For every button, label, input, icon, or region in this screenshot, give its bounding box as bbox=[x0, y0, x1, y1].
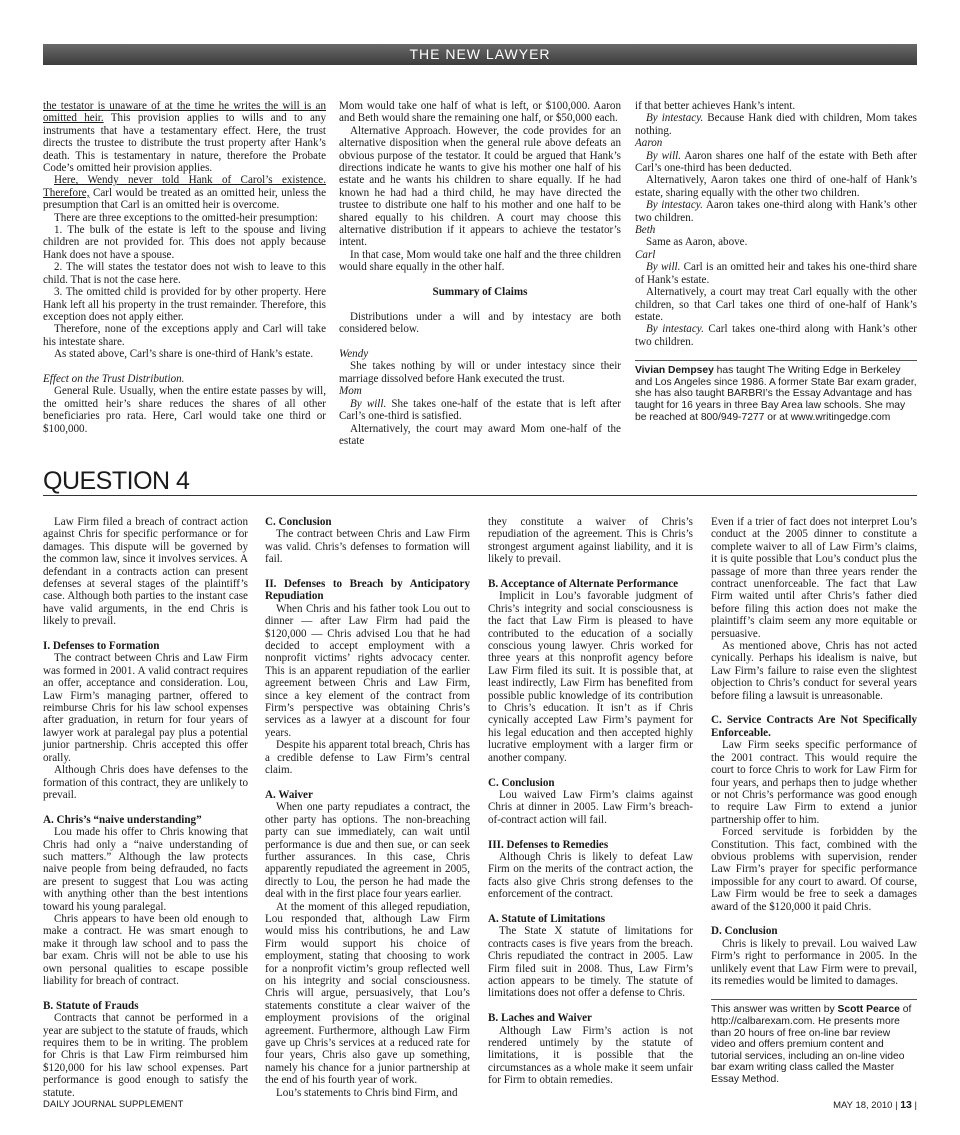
section-header-bar bbox=[43, 44, 917, 65]
paragraph: The contract between Chris and Law Firm was valid. Chris’s defenses to formation will fail. bbox=[265, 528, 470, 566]
divider bbox=[43, 495, 917, 496]
paragraph: Lou waived Law Firm’s claims against Chris at dinner in 2005. Law Firm’s breach-of-contract action will fail. bbox=[488, 788, 693, 826]
party-name: Mom bbox=[339, 385, 362, 398]
paragraph: Distributions under a will and by intestacy are both considered below. bbox=[339, 310, 621, 336]
author-bio: This answer was written by Scott Pearce of http://calbarexam.com. He presents more than 20 hours of free on-line bar review video and offers premium content and tutorial services, including an on-line video bar exam writing class called the Master Essay Method. bbox=[711, 999, 917, 1085]
paragraph: if that better achieves Hank’s intent. bbox=[635, 100, 796, 112]
page-number: 13 bbox=[900, 1099, 912, 1111]
heading: I. Defenses to Formation bbox=[43, 640, 160, 653]
heading: C. Service Contracts Are Not Specifically Enforceable. bbox=[711, 714, 917, 739]
question-column-3 bbox=[488, 516, 693, 1087]
paragraph: Law Firm filed a breach of contract action against Chris for specific performance or for damages. This dispute will be governed by the common law, since it involves services. A defendant in a contracts action can present defenses at several stages of the plaintiff’s case. Although both parties to the instant case have valid arguments, in the end Chris is likely to prevail. bbox=[43, 516, 248, 628]
heading: A. Statute of Limitations bbox=[488, 912, 606, 925]
party-name: Carl bbox=[635, 248, 656, 261]
paragraph: By will. Aaron shares one half of the estate with Beth after Carl’s one-third has been deducted. bbox=[635, 149, 917, 175]
top-column-2 bbox=[339, 100, 621, 447]
paragraph: 3. The omitted child is provided for by other property. Here Hank left all his property in the trust remainder. Therefore, this exception does not apply either. bbox=[43, 286, 326, 323]
author-bio: Vivian Dempsey has taught The Writing Edge in Berkeley and Los Angeles since 1986. A former State Bar exam grader, she has also taught BARBRI’s the Essay Advantage and has taught for 16 years in three Bay Area law schools. She may be reached at 800/949-7277 or at www.writingedge.com bbox=[635, 360, 917, 423]
party-name: Beth bbox=[635, 224, 656, 237]
paragraph: Alternatively, a court may treat Carl equally with the other children, so that Carl takes one third of one-half of Hank’s estate. bbox=[635, 286, 917, 323]
question-column-2 bbox=[265, 516, 470, 1099]
paragraph: General Rule. Usually, when the entire estate passes by will, the omitted heir’s share reduces the shares of all other beneficiaries pro rata. Here, Carl would take one third or $100,000. bbox=[43, 385, 326, 435]
paragraph: Contracts that cannot be performed in a year are subject to the statute of frauds, which requires them to be in writing. The problem for Chris is that Law Firm reimbursed him $120,000 for his law school expenses. Part performance is good enough to satisfy the statute. bbox=[43, 1012, 248, 1099]
paragraph: As mentioned above, Chris has not acted cynically. Perhaps his idealism is naive, but Law Firm’s failure to raise even the slightest objection to Chris’s conduct for several years before filing a lawsuit is unreasonable. bbox=[711, 640, 917, 702]
subheading-effect: Effect on the Trust Distribution. bbox=[43, 372, 185, 385]
paragraph: Although Chris does have defenses to the formation of this contract, they are unlikely to prevail. bbox=[43, 764, 248, 801]
paragraph: Here, Wendy never told Hank of Carol’s existence. Therefore, Carl would be treated as an omitted heir, unless the presumption that Carl is an omitted heir is overcome. bbox=[43, 174, 326, 212]
paragraph: Although Law Firm’s action is not rendered untimely by the statute of limitations, it is possible that the circumstances as a whole make it seem unfair for Firm to obtain remedies. bbox=[488, 1024, 693, 1087]
paragraph: they constitute a waiver of Chris’s repudiation of the agreement. This is Chris’s strongest argument against liability, and it is likely to prevail. bbox=[488, 516, 693, 566]
footer-page-info bbox=[833, 1098, 917, 1113]
paragraph: By intestacy. Aaron takes one-third along with Hank’s other two children. bbox=[635, 199, 917, 224]
paragraph: Implicit in Lou’s favorable judgment of Chris’s integrity and social consciousness is the fact that Law Firm is pleased to have contributed to the education of a socially conscious young lawyer. Chris worked for three years at this nonprofit agency before Law Firm filed its suit. It is possible that, at least indirectly, Law Firm has benefited from possible public knowledge of its contribution to Chris’s education. It isn’t as if Chris cynically accepted Law Firm’s payment for his legal education and then accepted highly lucrative employment with a larger firm or another company. bbox=[488, 590, 693, 764]
paragraph: She takes nothing by will or under intestacy since their marriage dissolved before Hank executed the trust. bbox=[339, 360, 621, 385]
paragraph: When Chris and his father took Lou out to dinner — after Law Firm had paid the $120,000 — Chris advised Lou that he had decided to accept employment with a nonprofit victims’ rights advocacy center. This is an apparent repudiation of the earlier agreement between Chris and Law Firm, since a key element of the contract from Firm’s perspective was obtaining Chris’s services as a lawyer at a discount for four years. bbox=[265, 602, 470, 739]
paragraph: Forced servitude is forbidden by the Constitution. This fact, combined with the obvious problems with supervision, render Law Firm’s prayer for specific performance impossible for any court to award. Of course, Law Firm would be free to seek a damages award of the $120,000 it paid Chris. bbox=[711, 826, 917, 913]
section-title: THE NEW LAWYER bbox=[409, 46, 551, 62]
paragraph: At the moment of this alleged repudiation, Lou responded that, although Law Firm would miss his contributions, he and Law Firm would support his choice of employment, stating that choosing to work for a nonprofit victim’s group reflected well on his integrity and social consciousness. Chris will argue, persuasively, that Lou’s statements constitute a clear waiver of the employment provisions of the original agreement. Furthermore, although Law Firm gave up Chris’s services at a reduced rate for four years, Chris also gave up something, namely his chance for a junior partnership at the end of his fourth year of work. bbox=[265, 900, 470, 1087]
paragraph: By intestacy. Carl takes one-third along with Hank’s other two children. bbox=[635, 323, 917, 348]
paragraph: In that case, Mom would take one half and the three children would share equally in the other half. bbox=[339, 248, 621, 274]
footer-date: MAY 18, 2010 bbox=[833, 1100, 893, 1111]
footer-separator: | bbox=[895, 1100, 898, 1111]
heading: C. Conclusion bbox=[488, 776, 555, 789]
party-name: Aaron bbox=[635, 137, 663, 150]
paragraph: There are three exceptions to the omitted-heir presumption: bbox=[54, 211, 318, 224]
paragraph: The contract between Chris and Law Firm was formed in 2001. A valid contract requires an offer, acceptance and consideration. Lou, Law Firm’s managing partner, offered to reimburse Chris for his law school expenses after graduation, in return for four years of lawyer work at paralegal pay plus a potential junior partnership. Chris accepted this offer orally. bbox=[43, 652, 248, 764]
paragraph: Alternative Approach. However, the code provides for an alternative disposition when the general rule above defeats an obvious purpose of the testator. It could be argued that Hank’s directions indicate he wants to give his mother one half of his estate and he wants his children to share equally. If he had known he had had a third child, he may have directed the trustee to distribute one half to his mother and one half to be shared equally to his children. A court may choose this alternative distribution if it appears to achieve the testator’s intent. bbox=[339, 124, 621, 249]
heading: II. Defenses to Breach by Anticipatory Repudiation bbox=[265, 578, 470, 603]
paragraph: Chris is likely to prevail. Lou waived Law Firm’s right to performance in 2005. In the unlikely event that Law Firm were to prevail, its remedies would be limited to damages. bbox=[711, 937, 917, 987]
heading-summary-of-claims: Summary of Claims bbox=[432, 286, 528, 299]
question-column-4 bbox=[711, 516, 917, 1086]
footer-publication: DAILY JOURNAL SUPPLEMENT bbox=[43, 1099, 184, 1110]
heading: III. Defenses to Remedies bbox=[488, 838, 609, 851]
heading: B. Statute of Frauds bbox=[43, 999, 139, 1012]
top-column-1 bbox=[43, 100, 326, 435]
paragraph: Alternatively, the court may award Mom one-half of the estate bbox=[339, 422, 621, 447]
author-name: Scott Pearce bbox=[837, 1004, 900, 1016]
paragraph: When one party repudiates a contract, the other party has options. The non-breaching party can sue immediately, can wait until performance is due and then sue, or can seek further assurances. In this case, Chris apparently repudiated the agreement in 2005, directly to Lou, the person he had made the deal with in the first place four years earlier. bbox=[265, 801, 470, 901]
top-column-3 bbox=[635, 100, 917, 423]
heading: B. Laches and Waiver bbox=[488, 1012, 592, 1025]
paragraph: Despite his apparent total breach, Chris has a credible defense to Law Firm’s central claim. bbox=[265, 739, 470, 777]
paragraph: By will. Carl is an omitted heir and takes his one-third share of Hank’s estate. bbox=[635, 261, 917, 286]
paragraph: Law Firm seeks specific performance of the 2001 contract. This would require the court to force Chris to work for Law Firm for four years, and perhaps then to judge whether or not Chris’s performance was good enough to require Law Firm to extend a junior partnership offer to him. bbox=[711, 739, 917, 826]
footer-separator: | bbox=[914, 1100, 917, 1111]
heading: D. Conclusion bbox=[711, 925, 778, 938]
heading: A. Chris’s “naive understanding” bbox=[43, 813, 202, 826]
question-title: QUESTION 4 bbox=[43, 467, 190, 495]
paragraph: Lou’s statements to Chris bind Firm, and bbox=[276, 1086, 458, 1099]
heading: C. Conclusion bbox=[265, 516, 332, 528]
heading: A. Waiver bbox=[265, 788, 313, 801]
paragraph: Although Chris is likely to defeat Law Firm on the merits of the contract action, the facts also give Chris strong defenses to the enforcement of the contract. bbox=[488, 850, 693, 901]
author-name: Vivian Dempsey bbox=[635, 365, 714, 377]
paragraph: 1. The bulk of the estate is left to the spouse and living children are not provided for. This does not apply because Hank does not have a spouse. bbox=[43, 224, 326, 261]
paragraph: Therefore, none of the exceptions apply and Carl will take his intestate share. bbox=[43, 323, 326, 348]
paragraph: As stated above, Carl’s share is one-third of Hank’s estate. bbox=[54, 348, 314, 361]
paragraph: The State X statute of limitations for contracts cases is five years from the breach. Chris repudiated the contract in 2005. Law Firm filed suit in 2008. Thus, Law Firm’s action appears to be timely. The statute of limitations does not offer a defense to Chris. bbox=[488, 925, 693, 1000]
paragraph: Lou made his offer to Chris knowing that Chris had only a “naive understanding of such matters.” Although the law protects naive people from being defrauded, no facts are present to suggest that Lou was acting with anything other than the best intentions toward his young paralegal. bbox=[43, 826, 248, 913]
heading: B. Acceptance of Alternate Performance bbox=[488, 578, 679, 591]
party-name: Wendy bbox=[339, 348, 369, 361]
paragraph: Alternatively, Aaron takes one third of one-half of Hank’s estate, sharing equally with the other two children. bbox=[635, 174, 917, 199]
paragraph: Mom would take one half of what is left, or $100,000. Aaron and Beth would share the remaining one half, or $50,000 each. bbox=[339, 100, 621, 125]
paragraph: By will. She takes one-half of the estate that is left after Carl’s one-third is satisfied. bbox=[339, 397, 621, 423]
question-column-1 bbox=[43, 516, 248, 1099]
paragraph: 2. The will states the testator does not wish to leave to this child. That is not the case here. bbox=[43, 261, 326, 286]
paragraph: Same as Aaron, above. bbox=[646, 236, 748, 249]
paragraph: By intestacy. Because Hank died with children, Mom takes nothing. bbox=[635, 112, 917, 137]
paragraph: Even if a trier of fact does not interpret Lou’s conduct at the 2005 dinner to constitute a complete waiver to all of Law Firm’s claims, it is quite possible that Lou’s conduct plus the passage of more than three years render the contract unenforceable. The fact that Law Firm waited until after Chris’s father died before filing this action does not make the plaintiff’s claim seem any more equitable or persuasive. bbox=[711, 516, 917, 640]
paragraph: the testator is unaware of at the time he writes the will is an omitted heir. This provision applies to wills and to any instruments that have a testamentary effect. Here, the trust directs the trustee to distribute the trust property after Hank’s death. This is testamentary in nature, therefore the Probate Code’s omitted heir provision applies. bbox=[43, 100, 326, 175]
paragraph: Chris appears to have been old enough to make a contract. He was smart enough to make it through law school and to pass the bar exam. Chris will not be able to use his own personal qualities to escape possible liability for breach of contract. bbox=[43, 912, 248, 987]
